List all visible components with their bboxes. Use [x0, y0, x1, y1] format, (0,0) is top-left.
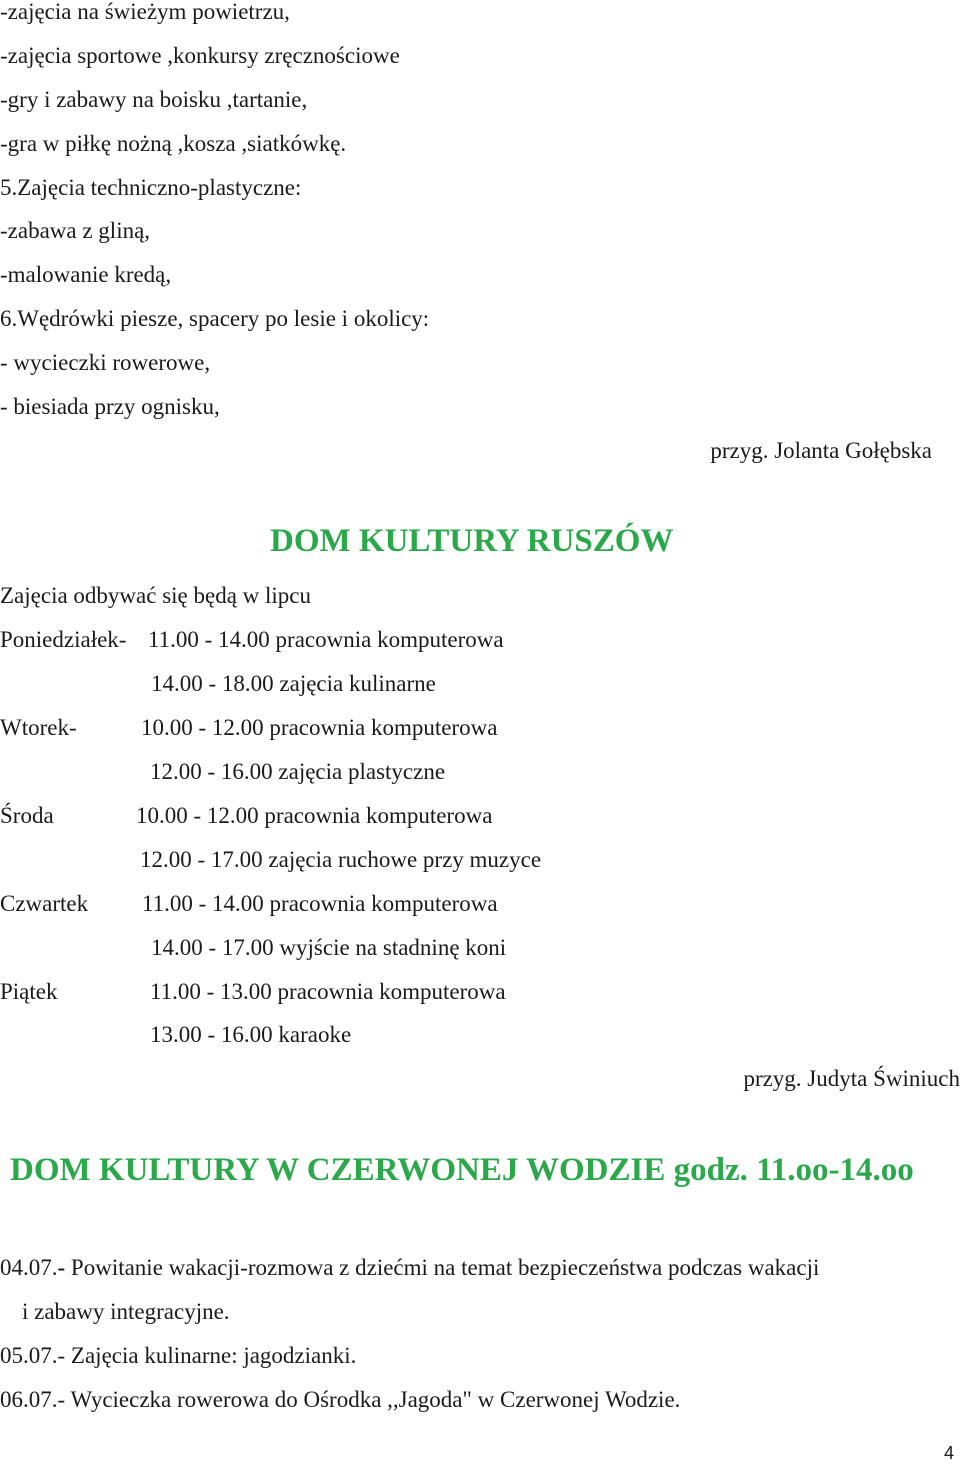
intro-line: -gra w piłkę nożną ,kosza ,siatkówkę. — [0, 131, 347, 156]
schedule-row — [0, 889, 960, 919]
schedule-time: 13.00 - 16.00 karaoke — [150, 1022, 352, 1047]
schedule-day: Piątek — [0, 979, 58, 1004]
section-heading-czerwona-woda: DOM KULTURY W CZERWONEJ WODZIE godz. 11.oo-14.oo — [10, 1152, 914, 1188]
signature-gołębska: przyg. Jolanta Gołębska — [710, 438, 932, 463]
schedule-row — [0, 713, 960, 743]
intro-line: -gry i zabawy na boisku ,tartanie, — [0, 87, 308, 112]
schedule-time: 11.00 - 14.00 pracownia komputerowa — [148, 627, 504, 652]
section1-intro: Zajęcia odbywać się będą w lipcu — [0, 583, 312, 608]
activity-separator: - — [57, 1387, 66, 1412]
activity-separator: - — [57, 1255, 66, 1280]
activity-entry — [22, 1297, 230, 1327]
activity-entry — [0, 1341, 356, 1371]
intro-line: 5.Zajęcia techniczno-plastyczne: — [0, 175, 302, 200]
activity-date: 06.07. — [0, 1387, 58, 1412]
schedule-day: Poniedziałek- — [0, 627, 127, 652]
schedule-row — [0, 669, 960, 699]
intro-line: - wycieczki rowerowe, — [0, 350, 211, 375]
activity-entry — [0, 1253, 819, 1283]
activity-entry — [0, 1385, 680, 1415]
schedule-row — [0, 801, 960, 831]
schedule-day: Wtorek- — [0, 715, 77, 740]
schedule-row — [0, 977, 960, 1007]
page-number: 4 — [943, 1443, 954, 1463]
schedule-day: Środa — [0, 803, 54, 828]
schedule-time: 12.00 - 16.00 zajęcia plastyczne — [150, 759, 446, 784]
activity-text: i zabawy integracyjne. — [22, 1299, 230, 1324]
activity-text: Wycieczka rowerowa do Ośrodka ,,Jagoda" w Czerwonej Wodzie. — [65, 1387, 681, 1412]
activity-text: Powitanie wakacji-rozmowa z dziećmi na temat bezpieczeństwa podczas wakacji — [65, 1255, 820, 1280]
schedule-day: Czwartek — [0, 891, 89, 916]
schedule-time: 10.00 - 12.00 pracownia komputerowa — [141, 715, 498, 740]
schedule-row — [0, 757, 960, 787]
activity-text: Zajęcia kulinarne: jagodzianki. — [65, 1343, 357, 1368]
schedule-time: 14.00 - 17.00 wyjście na stadninę koni — [151, 935, 507, 960]
schedule-time: 11.00 - 13.00 pracownia komputerowa — [150, 979, 506, 1004]
schedule-row — [0, 845, 960, 875]
schedule-row — [0, 933, 960, 963]
intro-line: - biesiada przy ognisku, — [0, 394, 220, 419]
intro-line: -zabawa z gliną, — [0, 218, 151, 243]
intro-line: 6.Wędrówki piesze, spacery po lesie i okolicy: — [0, 306, 430, 331]
section-heading-ruszow: DOM KULTURY RUSZÓW — [270, 523, 674, 559]
intro-line: -zajęcia na świeżym powietrzu, — [0, 0, 290, 24]
schedule-time: 10.00 - 12.00 pracownia komputerowa — [136, 803, 493, 828]
schedule-time: 11.00 - 14.00 pracownia komputerowa — [142, 891, 498, 916]
signature-świniuch: przyg. Judyta Świniuch — [743, 1066, 960, 1091]
schedule-time: 12.00 - 17.00 zajęcia ruchowe przy muzyce — [140, 847, 542, 872]
schedule-time: 14.00 - 18.00 zajęcia kulinarne — [151, 671, 436, 696]
activity-date: 04.07. — [0, 1255, 58, 1280]
schedule-row — [0, 1020, 960, 1050]
activity-separator: - — [57, 1343, 66, 1368]
schedule-row — [0, 625, 960, 655]
intro-line: -malowanie kredą, — [0, 262, 172, 287]
intro-line: -zajęcia sportowe ,konkursy zręcznościowe — [0, 43, 400, 68]
activity-date: 05.07. — [0, 1343, 58, 1368]
